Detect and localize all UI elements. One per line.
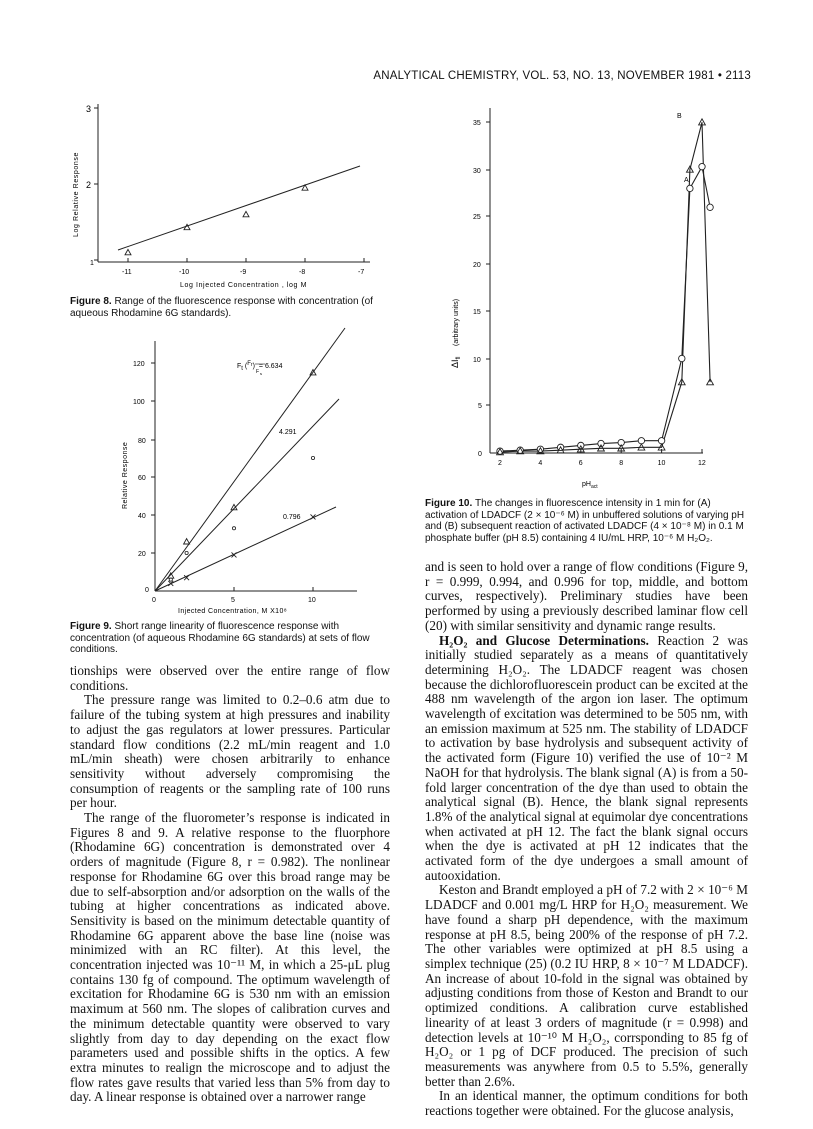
fig10-point-A — [687, 185, 693, 191]
fig9-point-middle — [311, 456, 314, 459]
fig9-ytick-60: 60 — [138, 475, 146, 482]
fig9-ytick-20: 20 — [138, 551, 146, 558]
right-paragraph-4: In an identical manner, the optimum conditions for both reactions together were obtained. For the glucose analysis, — [425, 1088, 748, 1119]
fig10-caption-text: The changes in fluorescence intensity in 1 min for (A) activation of LDADCF (2 × 10⁻⁶ M) in unbuffered solutions of varying pH and (B) subsequent reaction of activated LDADCF (4 × 10⁻⁸ M) in 0.1 M phosphate buffer (pH 8.5) containing 4 IU/mL HRP, 10⁻⁶ M H₂O₂. — [425, 498, 745, 544]
fig9-ytick-40: 40 — [138, 513, 146, 520]
right-paragraph-3: Keston and Brandt employed a pH of 7.2 with 2 × 10⁻⁶ M LDADCF and 0.001 mg/L HRP for H₂O₂ measurement. We have found a sharp pH dependence, with the maximum response at pH 8.5, being 200% of the response of pH 7.2. The other variables were optimized at pH 8.5 using a simplex technique (25) (0.2 IU HRP, 8 × 10⁻⁷ M LDADCF). An increase of about 10-fold in the signal was obtained by adjusting conditions from those of Keston and Brandt to our optimized conditions. A calibration curve established linearity of at least 3 orders of magnitude (r = 0.998) and detection levels at 10⁻¹⁰ M H₂O₂, corrsponding to 85 fg of H₂O₂ or 1 pg of DCF produced. The precision of such measurements was anywhere from 0.5 to 5.5%, generally better than 2.6%. — [425, 882, 748, 1089]
fig9-xtick-5: 5 — [231, 597, 235, 604]
fig8-data-point — [125, 249, 131, 254]
fig9-caption-label: Figure 9. — [70, 621, 112, 632]
fig8-xtick-1: -11 — [122, 269, 132, 276]
left-column-text — [70, 664, 390, 1105]
figure-8-caption — [70, 296, 390, 319]
fig8-x-axis-label: Log Injected Concentration , log M — [180, 282, 308, 289]
fig9-ytick-100: 100 — [133, 399, 145, 406]
left-paragraph-1: tionships were observed over the entire range of flow conditions. — [70, 663, 390, 693]
fig10-point-A — [699, 163, 705, 169]
fig9-ytick-120: 120 — [133, 361, 145, 368]
left-paragraph-3: The range of the fluorometer’s response is indicated in Figures 8 and 9. A relative response to the fluorphore (Rhodamine 6G) concentration is demonstrated over 4 orders of magnitude (Figure 8, r = 0.982). The nonlinear response for Rhodamine 6G over this broad range may be due to self-absorption and/or adsorption on the walls of the tubing at higher concentrations as indicated above. Sensitivity is based on the minimum detectable quantity of Rhodamine 6G apparent above the base line (noise was minimized with an RC filter). At this level, the concentration injected was 10⁻¹¹ M, in which a 25-μL plug contains 130 fg of compound. The optimum wavelength of excitation for Rhodamine 6G is 530 nm with an emission maximum at 560 nm. The slopes of calibration curves and the minimum detectable quantity were observed to vary slightly from day to day depending on the exact flow parameters used and possible shifts in the optics. A few extra minutes to realign the microscope and to adjust the flow rates gave results that varied less than 5% from day to day. A linear response is obtained over a narrower range — [70, 810, 390, 1105]
fig10-ytick-10: 10 — [473, 357, 481, 364]
fig10-ytick-5: 5 — [478, 403, 482, 410]
fig9-annotation-middle: 4.291 — [279, 429, 297, 436]
svg-text:F: F — [256, 369, 260, 375]
figure-10-plot — [440, 98, 745, 490]
fig10-xtick: 6 — [578, 460, 583, 467]
fig10-x-axis-label: $pH_{act}$ — [582, 481, 598, 490]
fig10-ytick-30: 30 — [473, 168, 481, 175]
fig10-curve-B — [500, 122, 710, 452]
fig8-xtick-4: -8 — [299, 269, 306, 276]
svg-text:(arbitrary units): (arbitrary units) — [453, 298, 460, 346]
fig10-label-A: A — [684, 177, 689, 184]
fig9-x-axis-label: Injected Concentration, M X10⁸ — [178, 608, 288, 615]
fig10-caption-label: Figure 10. — [425, 498, 473, 509]
svg-text:ΔIfl: $\Delta I_{fl}$ — [450, 356, 462, 368]
fig10-curve-A — [500, 167, 710, 451]
fig10-y-axis-label — [450, 299, 462, 368]
fig9-point-top — [184, 539, 190, 544]
fig9-annotation-top: Ft (Fr) = 6.634 — [237, 361, 283, 372]
fig10-ytick-20: 20 — [473, 262, 481, 269]
left-paragraph-2: The pressure range was limited to 0.2–0.6 atm due to failure of the tubing system at high pressures and inability to adjust the gas regulators at lower pressures. Particular standard flow conditions (2.2 mL/min reagent and 1.0 mL/min sheath) were chosen arbitrarily to enhance sensitivity without adversely compromising the consumption of reagents or the sampling rate of 100 runs per hour. — [70, 692, 390, 811]
svg-text:s: s — [260, 371, 262, 376]
fig10-ytick-0: 0 — [478, 451, 482, 458]
right-column-text — [425, 560, 748, 1119]
fig10-point-A — [638, 438, 644, 444]
fig10-xtick: 10 — [657, 460, 666, 467]
fig8-ytick-2: 2 — [86, 180, 92, 190]
right-paragraph-1: and is seen to hold over a range of flow conditions (Figure 9, r = 0.999, 0.994, and 0.996 for top, middle, and bottom curves, respectively). Preliminary studies have been performed by using a previously described laminar flow cell (20) with similar sensitivity and dynamic range results. — [425, 559, 748, 633]
fig10-ytick-25: 25 — [473, 214, 481, 221]
figure-8-plot — [70, 92, 390, 292]
fig8-xtick-2: -10 — [179, 269, 190, 276]
right-paragraph-2: Reaction 2 was initially studied separately as a means of quantitatively determining H₂O₂. The LDADCF reagent was chosen because the dichlorofluorescein product can be excited at the 488 nm wavelength of the argon ion laser. The optimum wavelength of excitation was determined to be 505 nm, with an emission maximum at 525 nm. The stability of LDADCF to activation by base hydrolysis and subsequent activity of the activated form (Figure 10) verified the use of 10⁻² M NaOH for that hydrolysis. The blank signal (A) is from a 50-fold larger concentration of the dye than used to obtain the analytical signal (B). Hence, the blank signal represents 1.8% of the analytical signal at equimolar dye concentrations when activated at pH 12. The fact the blank signal occurs when the dye is activated at pH 12 indicates that the activated form of the dye undergoes a small amount of autooxidation. — [425, 632, 749, 883]
fig9-xtick-0: 0 — [152, 597, 156, 604]
fig8-caption-label: Figure 8. — [70, 296, 112, 307]
section-heading: H₂O₂ and Glucose Determinations. — [439, 632, 649, 648]
fig8-ytick-3: 3 — [86, 104, 92, 114]
fig9-y-axis-label: Relative Response — [122, 441, 129, 509]
fig9-annotation-bottom: 0.796 — [283, 514, 301, 521]
fig10-xtick: 4 — [538, 460, 543, 467]
fig9-caption-text: Short range linearity of fluorescence response with concentration (of aqueous Rhodamine 6G standards) at sets of flow conditions. — [70, 621, 370, 655]
fig10-point-A — [679, 355, 685, 361]
fig8-y-axis-label: Log Relative Response — [73, 152, 80, 237]
fig9-ytick-0: 0 — [145, 587, 149, 594]
fig8-ytick-1: 1 — [90, 260, 94, 267]
figure-10-caption — [425, 498, 748, 544]
fig10-point-A — [658, 438, 664, 444]
fig9-ytick-80: 80 — [138, 438, 146, 445]
figure-9-caption — [70, 621, 390, 656]
fig10-ytick-15: 15 — [473, 309, 481, 316]
fig9-point-top — [168, 573, 174, 578]
fig8-data-point — [243, 211, 249, 216]
fig10-label-B: B — [677, 113, 682, 120]
fig10-point-A — [707, 204, 713, 210]
fig8-caption-text: Range of the fluorescence response with concentration (of aqueous Rhodamine 6G standards). — [70, 296, 373, 319]
fig10-xtick: 12 — [698, 460, 706, 467]
fig10-ytick-35: 35 — [473, 120, 481, 127]
fig10-xtick: 2 — [498, 460, 502, 467]
fig9-point-middle — [185, 551, 188, 554]
fig9-xtick-10: 10 — [308, 597, 316, 604]
running-header: ANALYTICAL CHEMISTRY, VOL. 53, NO. 13, NOVEMBER 1981 • 2113 — [373, 70, 751, 82]
fig8-xtick-3: -9 — [240, 269, 247, 276]
figure-9-plot — [95, 323, 385, 615]
fig10-xtick: 8 — [619, 460, 624, 467]
fig9-point-middle — [232, 527, 235, 530]
fig8-xtick-5: -7 — [358, 269, 365, 276]
